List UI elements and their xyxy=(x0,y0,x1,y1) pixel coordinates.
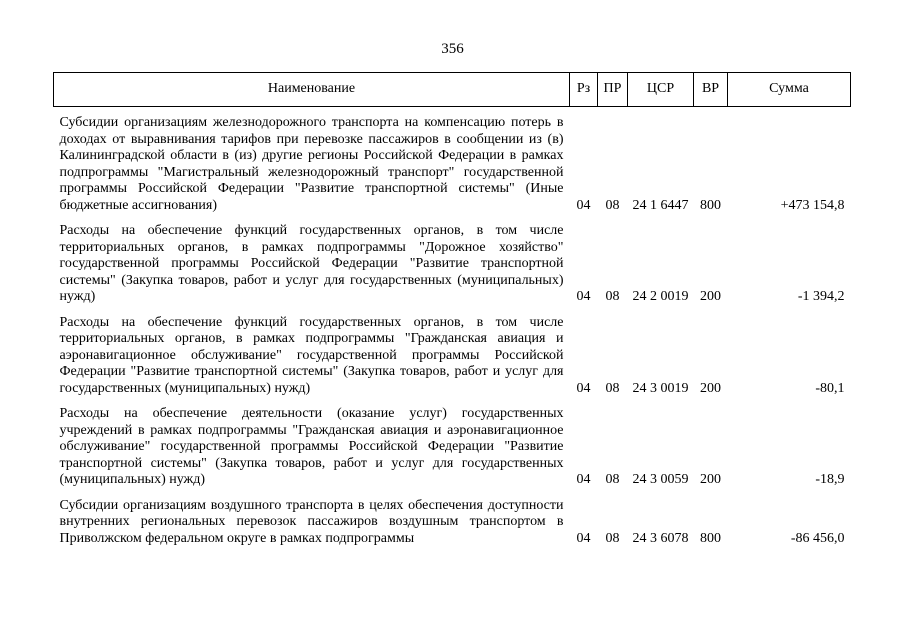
row-pr: 08 xyxy=(605,197,620,213)
header-rz: Рз xyxy=(570,73,598,107)
row-csr: 24 3 0019 xyxy=(632,380,689,396)
row-sum: -18,9 xyxy=(815,472,845,487)
row-csr: 24 3 6078 xyxy=(632,530,689,546)
row-rz: 04 xyxy=(576,380,591,396)
row-pr: 08 xyxy=(605,380,620,396)
row-csr: 24 3 0059 xyxy=(632,472,689,487)
table-body xyxy=(54,107,851,553)
row-name: Субсидии организациям железнодорожного транспорта на компенсацию потерь в доходах от выравнивания тарифов при перевозке пассажиров в сообщении из (в) Калининградской области в (из) другие регионы Российской Федерации в рамках подпрограммы "Магистральный железнодорожный транспорт" государственной программы Российской Федерации "Развитие транспортной системы" (Иные бюджетные ассигнования) xyxy=(59,115,564,213)
header-name: Наименование xyxy=(54,73,570,107)
row-rz: 04 xyxy=(576,472,591,487)
row-vr: 200 xyxy=(700,472,721,487)
header-vr: ВР xyxy=(694,73,728,107)
table-row xyxy=(54,219,851,311)
table-header xyxy=(54,73,851,107)
row-vr: 800 xyxy=(700,530,721,546)
row-vr: 200 xyxy=(700,380,721,396)
header-row xyxy=(54,73,851,107)
row-csr: 24 1 6447 xyxy=(632,197,689,213)
row-vr: 800 xyxy=(700,197,721,213)
page-number: 356 xyxy=(441,41,464,57)
row-csr: 24 2 0019 xyxy=(632,289,689,304)
row-rz: 04 xyxy=(576,289,591,304)
row-sum: -1 394,2 xyxy=(797,289,845,304)
row-sum: -86 456,0 xyxy=(790,530,845,546)
table-row xyxy=(54,107,851,220)
row-pr: 08 xyxy=(605,289,620,304)
header-csr: ЦСР xyxy=(628,73,694,107)
row-pr: 08 xyxy=(605,472,620,487)
row-name: Расходы на обеспечение функций государственных органов, в том числе территориальных органов, в рамках подпрограммы "Гражданская авиация и аэронавигационное обслуживание" государственной программы Российской Федерации "Развитие транспортной системы" (Закупка товаров, работ и услуг для государственных (муниципальных) нужд) xyxy=(59,314,564,396)
budget-table xyxy=(53,72,851,552)
row-pr: 08 xyxy=(605,530,620,546)
row-rz: 04 xyxy=(576,530,591,546)
row-rz: 04 xyxy=(576,197,591,213)
row-sum: -80,1 xyxy=(815,380,845,396)
header-pr: ПР xyxy=(598,73,628,107)
row-sum: +473 154,8 xyxy=(780,197,845,213)
table-row xyxy=(54,494,851,553)
table-row xyxy=(54,402,851,494)
row-name: Расходы на обеспечение деятельности (оказание услуг) государственных учреждений в рамках подпрограммы "Гражданская авиация и аэронавигационное обслуживание" государственной программы Российской Федерации "Развитие транспортной системы" (Закупка товаров, работ и услуг для государственных (муниципальных) нужд) xyxy=(59,406,564,487)
row-name: Расходы на обеспечение функций государственных органов, в том числе территориальных органов, в рамках подпрограммы "Дорожное хозяйство" государственной программы Российской Федерации "Развитие транспортной системы" (Закупка товаров, работ и услуг для государственных (муниципальных) нужд) xyxy=(59,223,564,304)
header-sum: Сумма xyxy=(728,73,851,107)
row-vr: 200 xyxy=(700,289,721,304)
table-row xyxy=(54,311,851,403)
row-name: Субсидии организациям воздушного транспорта в целях обеспечения доступности внутренних региональных перевозок пассажиров воздушным транспортом в Приволжском федеральном округе в рамках подпрограммы xyxy=(59,497,564,546)
